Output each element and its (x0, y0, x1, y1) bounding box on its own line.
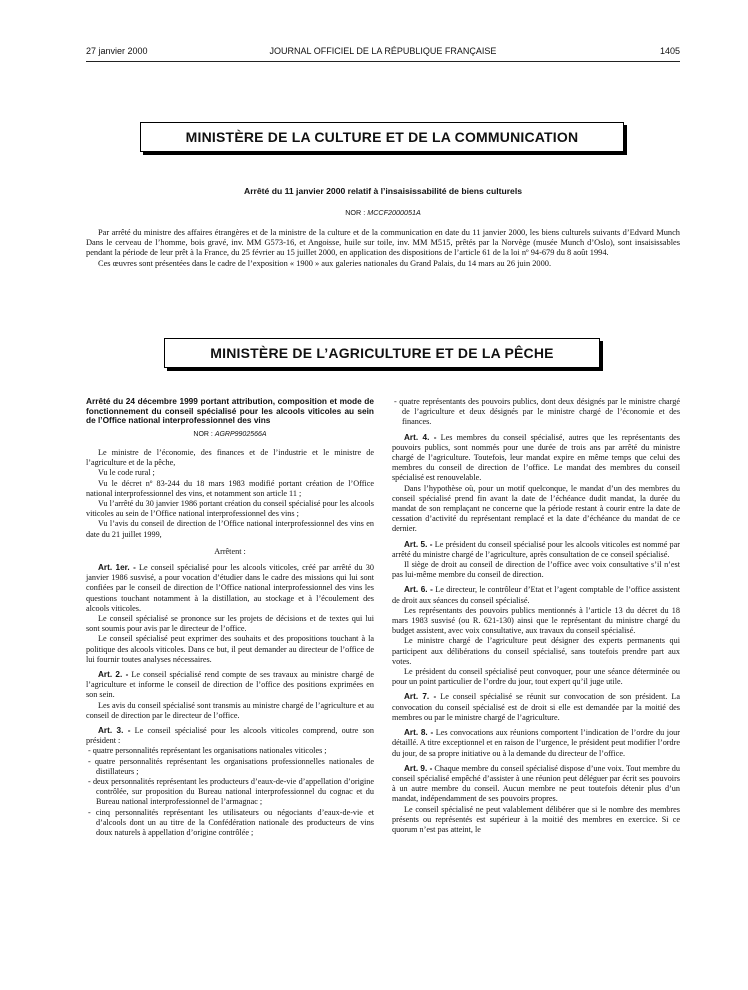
paragraph: Il siège de droit au conseil de direction de l’office avec voix consultative s’il n’est pas lui-même membre du conseil de direction. (392, 560, 680, 580)
article-8 (392, 728, 680, 759)
paragraph: Le ministre chargé de l’agriculture peut désigner des experts permanents qui participent aux délibérations du conseil spécialisé, sans toutefois prendre part aux votes. (392, 636, 680, 666)
article-6 (392, 585, 680, 605)
ministry-banner-culture (140, 122, 624, 152)
member-list (86, 746, 374, 838)
nor-label: NOR : (193, 430, 213, 438)
article-text: Les membres du conseil spécialisé, autres que les représentants des pouvoirs publics, sont nommés pour une durée de trois ans par arrêté du ministre chargé de l’agriculture. Toutefois, leur mandat expire en même temps que celui des membres du conseil de direction de l’office. Le mandat des membres du conseil spécialisé est renouvelable. (392, 432, 680, 483)
paragraph: Le conseil spécialisé ne peut valablement délibérer que si le nombre des membres présents ou représentés est supérieur à la moitié des membres en exercice. Si ce quorum n’est pas atteint, le (392, 804, 680, 834)
left-column (86, 397, 374, 838)
article-label: Art. 6. - (404, 585, 433, 595)
decree-title: Arrêté du 24 décembre 1999 portant attribution, composition et mode de fonctionnement du conseil spécialisé pour les alcools viticoles au sein de l’Office national interprofessionnel des vins (86, 396, 374, 426)
article-text: Le président du conseil spécialisé pour les alcools viticoles est nommé par arrêté du ministre chargé de l’agriculture, après consultation de ce conseil spécialisé. (392, 539, 681, 559)
header-journal-title: JOURNAL OFFICIEL DE LA RÉPUBLIQUE FRANÇAISE (269, 46, 497, 56)
member-list-continued (392, 397, 680, 428)
nor-code: AGRP9902566A (214, 430, 267, 438)
paragraph: Par arrêté du ministre des affaires étrangères et de la ministre de la culture et de la communication en date du 11 janvier 2000, les biens culturels suivants d’Edvard Munch Dans le cerveau de l’homme, bois gravé, inv. MM G573-16, et Angoisse, huile sur toile, inv. MM M515, prêtés par la Norvège (musée Munch d’Oslo), sont insaisissables pendant la période de leur prêt à la France, du 25 février au 15 juillet 2000, en application des dispositions de l’article 61 de la loi nº 94-679 du 8 août 1994. (86, 228, 680, 258)
paragraph: Le conseil spécialisé peut exprimer des souhaits et des propositions touchant à la politique des alcools viticoles. Dans ce but, il peut demander au directeur de l’office de lui fournir toutes analyses nécessaires. (86, 634, 374, 664)
article-text: Le directeur, le contrôleur d’Etat et l’agent comptable de l’office assistent de droit aux séances du conseil spécialisé. (392, 585, 680, 605)
list-item: - quatre personnalités représentant les organisations professionnelles nationales de distillateurs ; (88, 756, 374, 776)
article-1 (86, 563, 374, 614)
paragraph: Vu l’avis du conseil de direction de l’Office national interprofessionnel des vins en date du 21 juillet 1999, (86, 519, 374, 539)
header-page-number: 1405 (659, 46, 680, 56)
nor-label: NOR : (345, 208, 366, 217)
running-header (86, 46, 680, 60)
article-label: Art. 7. - (404, 692, 437, 702)
article-label: Art. 1er. - (98, 563, 136, 573)
ministry-banner-agriculture (164, 338, 600, 368)
list-item: - quatre personnalités représentant les organisations nationales viticoles ; (88, 746, 327, 756)
right-column (392, 397, 680, 835)
article-text: Le conseil spécialisé pour les alcools viticoles comprend, outre son président : (86, 726, 374, 746)
article-text: Le conseil spécialisé rend compte de ses travaux au ministre chargé de l’agriculture et informe le conseil de direction de l’office des positions exprimées en son sein. (86, 670, 375, 700)
nor-reference (86, 430, 374, 440)
decree-title: Arrêté du 11 janvier 2000 relatif à l’insaisissabilité de biens culturels (244, 186, 522, 196)
article-text: Le conseil spécialisé pour les alcools viticoles, créé par arrêté du 30 janvier 1986 susvisé, a pour vocation d’étudier dans le cadre des missions qui lui sont confiées par le conseil de direction de l’Office national interprofessionnel des vins les questions touchant notamment à la distillation, au stockage et à l’écoulement des alcools viticoles. (86, 563, 374, 613)
list-item: - deux personnalités représentant les producteurs d’eaux-de-vie d’appellation d’origine contrôlée, sur proposition du Bureau national interprofessionnel du cognac et du Bureau national interprofessionnel de l’armagnac ; (88, 777, 374, 807)
article-label: Art. 2. - (98, 670, 129, 680)
article-text: Les convocations aux réunions comportent l’indication de l’ordre du jour détaillé. A titre exceptionnel et en raison de l’urgence, le président peut modifier l’ordre du jour, de sa propre initiative ou à la demande du directeur de l’office. (392, 728, 681, 758)
paragraph: Le ministre de l’économie, des finances et de l’industrie et le ministre de l’agriculture et de la pêche, (86, 447, 374, 468)
paragraph: Dans l’hypothèse où, pour un motif quelconque, le mandat d’un des membres du conseil spécialisé prend fin avant la date de l’échéance dudit mandat, la durée du mandat de son remplaçant ne concerne que la période restant à courir entre la date de cessation d’activité du représentant remplacé et la date d’échéance du mandat de ce dernier. (392, 483, 680, 534)
paragraph: Les avis du conseil spécialisé sont transmis au ministre chargé de l’agriculture et au conseil de direction par le directeur de l’office. (86, 700, 374, 720)
article-label: Art. 4. - (404, 432, 437, 442)
article-9 (392, 764, 680, 805)
nor-code: MCCF2000051A (367, 208, 421, 217)
paragraph: Le conseil spécialisé se prononce sur les projets de décisions et de textes qui lui sont soumis pour avis par le directeur de l’office. (86, 614, 374, 634)
article-5 (392, 540, 680, 560)
article-text: Chaque membre du conseil spécialisé dispose d’une voix. Tout membre du conseil spécialisé empêché d’assister à une réunion peut déléguer par écrit ses pouvoirs à un autre membre du conseil. Aucun membre ne peut toutefois détenir plus d’un mandat, indépendamment de ses pouvoirs propres. (392, 763, 680, 804)
list-item: - quatre représentants des pouvoirs publics, dont deux désignés par le ministre chargé de l’agriculture et deux désignés par le ministre chargé de l’économie et des finances. (394, 397, 680, 427)
article-2 (86, 670, 374, 701)
article-label: Art. 8. - (404, 728, 434, 738)
article-label: Art. 9. - (404, 763, 433, 773)
article-text: Le conseil spécialisé se réunit sur convocation de son président. La convocation du conseil spécialisé est de droit si elle est demandée par la moitié des membres ou par le ministre chargé de l’agriculture. (392, 692, 680, 722)
ministry-name: MINISTÈRE DE LA CULTURE ET DE LA COMMUNICATION (185, 129, 579, 145)
header-rule (86, 61, 680, 62)
article-3 (86, 726, 374, 746)
nor-reference (86, 208, 680, 217)
paragraph: Les représentants des pouvoirs publics mentionnés à l’article 13 du décret du 18 mars 1983 susvisé (ou R. 621-130) ainsi que le représentant du ministre chargé du budget assistent, avec voix consultative, aux travaux du conseil spécialisé. (392, 605, 680, 636)
article-label: Art. 5. - (404, 539, 433, 549)
arretent-label: Arrêtent : (214, 546, 246, 556)
list-item: - cinq personnalités représentant les utilisateurs ou négociants d’eaux-de-vie et d’alcools dont un au titre de la Confédération nationale des producteurs de vins doux naturels à appellation d’origine contrôlée ; (88, 807, 374, 838)
article-4 (392, 433, 680, 484)
paragraph: Le président du conseil spécialisé peut convoquer, pour une séance déterminée ou pour un point particulier de l’ordre du jour, tout expert qu’il juge utile. (392, 667, 680, 687)
paragraph: Ces œuvres sont présentées dans le cadre de l’exposition « 1900 » aux galeries nationales du Grand Palais, du 14 mars au 26 juin 2000. (98, 258, 552, 268)
paragraph: Vu le décret nº 83-244 du 18 mars 1983 modifié portant création de l’Office national interprofessionnel des vins, et notamment son article 11 ; (86, 478, 374, 498)
article-7 (392, 692, 680, 723)
decree-body (86, 228, 680, 269)
paragraph: Vu l’arrêté du 30 janvier 1986 portant création du conseil spécialisé pour les alcools viticoles au sein de l’Office national interprofessionnel des vins ; (86, 499, 374, 519)
header-date: 27 janvier 2000 (86, 46, 148, 56)
ministry-name: MINISTÈRE DE L’AGRICULTURE ET DE LA PÊCHE (210, 345, 554, 361)
article-label: Art. 3. - (98, 726, 131, 736)
paragraph: Vu le code rural ; (98, 468, 155, 478)
